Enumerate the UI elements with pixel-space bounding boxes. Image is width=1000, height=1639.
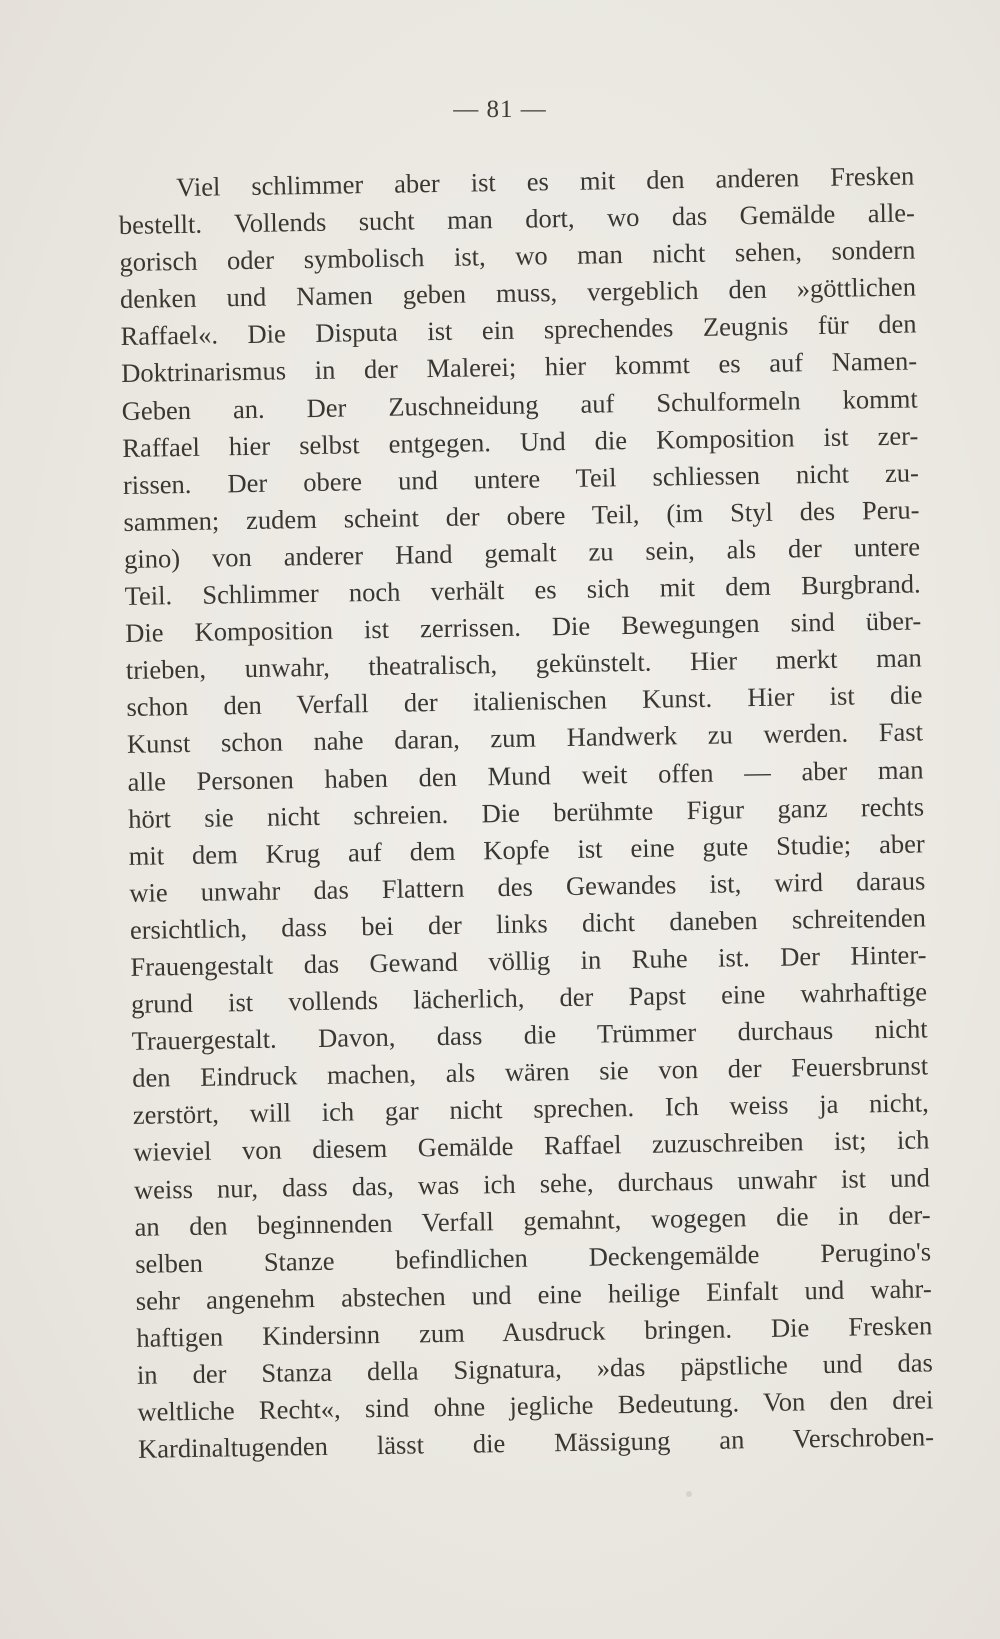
text-line: Geben an. Der Zuschneidung auf Schulformeln kommt (121, 383, 918, 426)
text-line: Raffael hier selbst entgegen. Und die Komposition ist zer- (122, 420, 919, 463)
text-line: rissen. Der obere und untere Teil schliessen nicht zu- (122, 457, 920, 500)
text-line: den Eindruck machen, als wären sie von der Feuersbrunst (132, 1050, 929, 1094)
text-line: Trauergestalt. Davon, dass die Trümmer durchaus nicht (131, 1013, 928, 1057)
text-line: zerstört, will ich gar nicht sprechen. Ich weiss ja nicht, (132, 1087, 929, 1131)
text-line: wie unwahr das Flattern des Gewandes ist, wird daraus (129, 865, 926, 908)
page-number: — 81 — (453, 96, 547, 123)
text-line: alle Personen haben den Mund weit offen — aber man (127, 753, 924, 797)
text-line: weiss nur, dass das, was ich sehe, durchaus unwahr ist und (133, 1161, 931, 1205)
text-line: Doktrinarismus in der Malerei; hier kommt es auf Namen- (120, 345, 918, 389)
text-line: haftigen Kindersinn zum Ausdruck bringen. Die Fresken (136, 1310, 933, 1353)
text-line: Raffael«. Die Disputa ist ein sprechendes Zeugnis für den (120, 308, 917, 352)
text-line: bestellt. Vollends sucht man dort, wo das Gemälde alle- (118, 197, 916, 241)
text-line: Frauengestalt das Gewand völlig in Ruhe ist. Der Hinter- (130, 939, 927, 982)
text-line: Die Komposition ist zerrissen. Die Bewegungen sind über- (125, 605, 922, 649)
text-line: ersichtlich, dass bei der links dicht daneben schreitenden (129, 902, 927, 945)
text-line: sehr angenehm abstechen und eine heilige Einfalt und wahr- (135, 1273, 932, 1316)
text-line: selben Stanze befindlichen Deckengemälde Perugino's (134, 1236, 932, 1279)
text-line: wieviel von diesem Gemälde Raffael zuzuschreiben ist; ich (133, 1124, 930, 1168)
text-line: Viel schlimmer aber ist es mit den anderen Fresken (176, 160, 915, 203)
text-line: denken und Namen geben muss, vergeblich den »göttlichen (119, 271, 917, 315)
text-line: Kunst schon nahe daran, zum Handwerk zu werden. Fast (126, 716, 924, 760)
text-line: sammen; zudem scheint der obere Teil, (im Styl des Peru- (123, 494, 920, 537)
text-line: in der Stanza della Signatura, »das päpstliche und das (136, 1347, 934, 1390)
text-line: mit dem Krug auf dem Kopfe ist eine gute Studie; aber (128, 828, 925, 871)
text-line: schon den Verfall der italienischen Kunst. Hier ist die (126, 679, 923, 723)
paper-speck (686, 1491, 692, 1497)
text-line: an den beginnenden Verfall gemahnt, wogegen die in der- (134, 1198, 931, 1242)
text-line: gino) von anderer Hand gemalt zu sein, als der untere (123, 531, 921, 574)
text-line: grund ist vollends lächerlich, der Papst eine wahrhaftige (130, 976, 928, 1019)
text-line: trieben, unwahr, theatralisch, gekünstelt. Hier merkt man (125, 642, 922, 686)
text-line: Kardinaltugenden lässt die Mässigung an Verschroben- (137, 1421, 935, 1465)
text-line: Teil. Schlimmer noch verhält es sich mit dem Burgbrand. (124, 568, 921, 611)
body-text (118, 157, 934, 1468)
text-line: weltliche Recht«, sind ohne jegliche Bedeutung. Von den drei (137, 1384, 934, 1427)
text-line: gorisch oder symbolisch ist, wo man nicht sehen, sondern (119, 234, 916, 278)
text-line: hört sie nicht schreien. Die berühmte Figur ganz rechts (127, 791, 925, 834)
